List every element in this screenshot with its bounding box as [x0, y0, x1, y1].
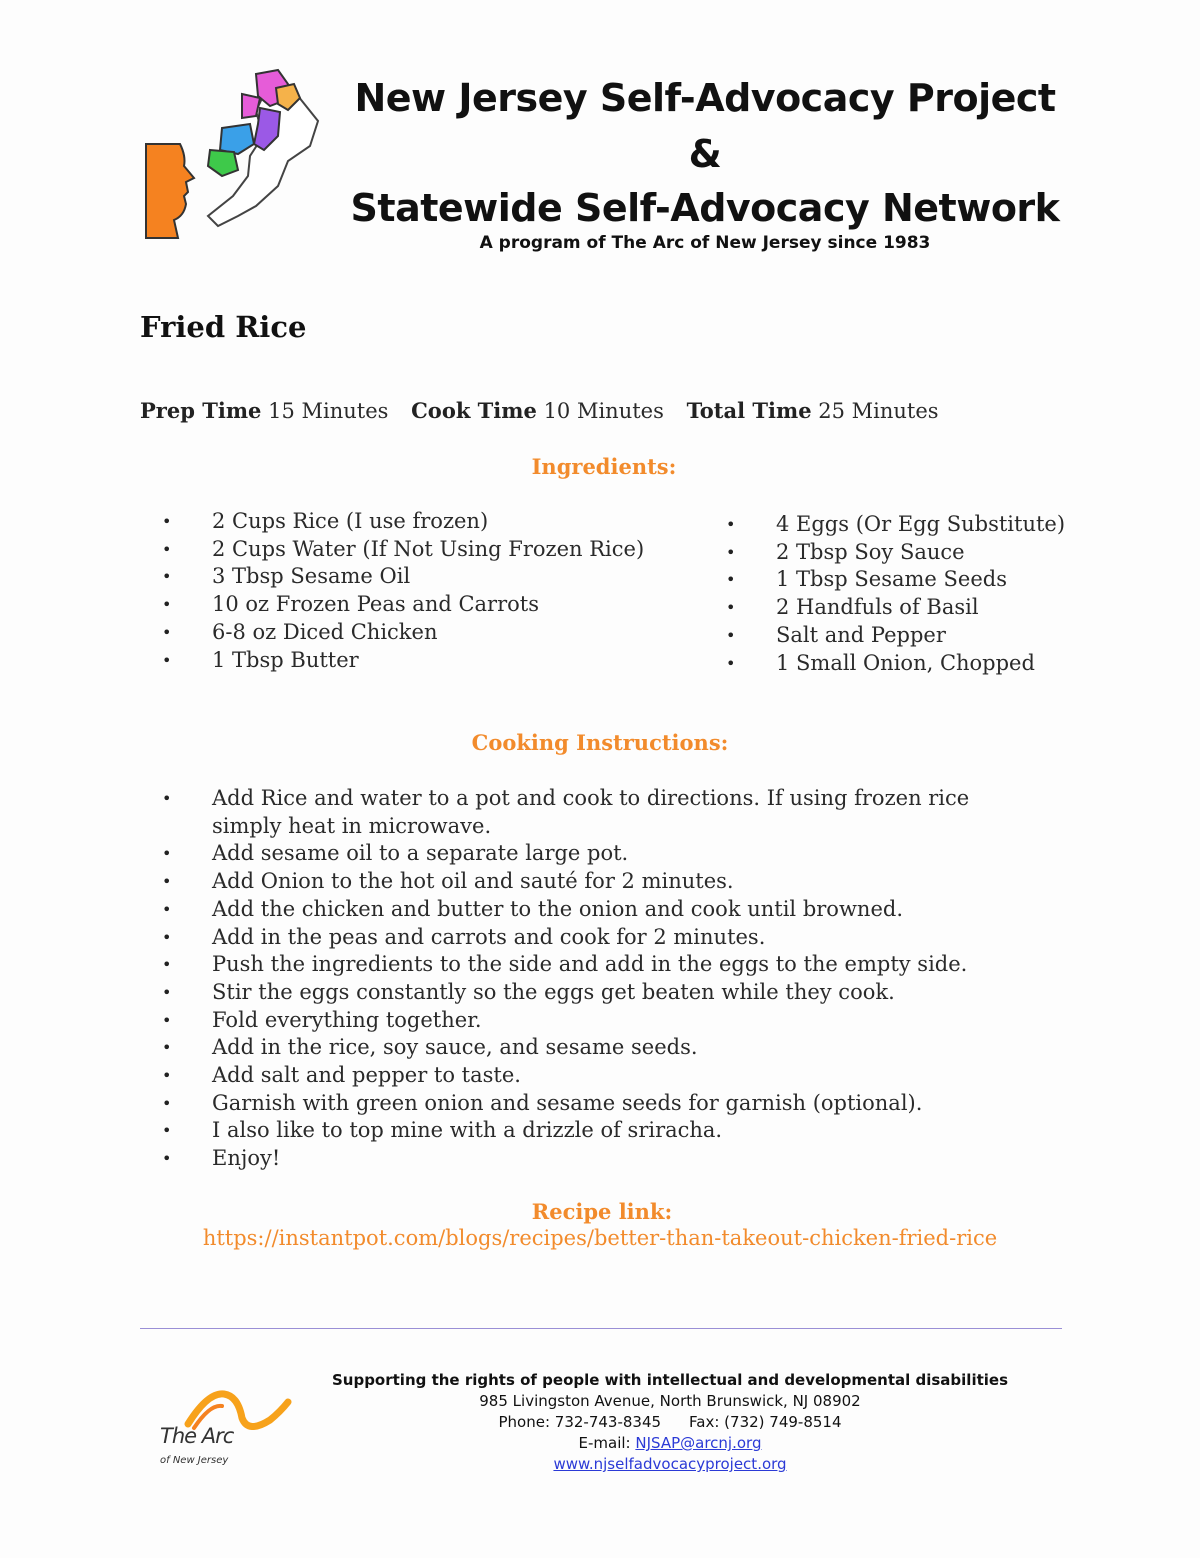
ingredient-item: • 6-8 oz Diced Chicken [162, 619, 682, 647]
instruction-step: • Add in the peas and carrots and cook for 2 minutes. [162, 924, 1042, 952]
prep-time-label: Prep Time [140, 398, 262, 423]
footer-address: 985 Livingston Avenue, North Brunswick, NJ 08902 [479, 1392, 861, 1410]
ingredients-list-left [162, 508, 682, 674]
nj-map-head-logo [138, 66, 328, 246]
footer-website-link[interactable]: www.njselfadvocacyproject.org [553, 1455, 787, 1473]
instruction-step: • Add salt and pepper to taste. [162, 1062, 1042, 1090]
recipe-times [140, 398, 939, 423]
recipe-link-heading: Recipe link: [531, 1199, 673, 1224]
total-time-label: Total Time [686, 398, 812, 423]
instruction-step: • Add sesame oil to a separate large pot. [162, 840, 1042, 868]
org-subtitle: A program of The Arc of New Jersey since 1983 [479, 233, 931, 253]
ingredient-item: • 2 Cups Water (If Not Using Frozen Rice) [162, 536, 682, 564]
instruction-step: • Garnish with green onion and sesame seeds for garnish (optional). [162, 1090, 1042, 1118]
arc-name: The Arc [160, 1424, 234, 1448]
cook-time-label: Cook Time [411, 398, 537, 423]
footer-email-label: E-mail: [578, 1434, 631, 1452]
instructions-heading: Cooking Instructions: [471, 730, 729, 755]
instruction-step: • Add the chicken and butter to the onion and cook until browned. [162, 896, 1042, 924]
footer-email-link[interactable]: NJSAP@arcnj.org [635, 1434, 762, 1452]
footer-email-line [330, 1433, 1010, 1454]
footer-tagline: Supporting the rights of people with intellectual and developmental disabilities [331, 1371, 1009, 1389]
ingredient-item: • 2 Cups Rice (I use frozen) [162, 508, 682, 536]
instruction-step: • Add Onion to the hot oil and sauté for 2 minutes. [162, 868, 1042, 896]
ingredients-heading: Ingredients: [531, 454, 677, 479]
prep-time-value: 15 Minutes [268, 399, 389, 423]
instruction-step: • Add Rice and water to a pot and cook to directions. If using frozen rice simply heat in microwave. [162, 785, 1042, 840]
footer-phone-fax [330, 1412, 1010, 1433]
ingredient-item: • 4 Eggs (Or Egg Substitute) [726, 511, 1126, 539]
instruction-step: • Fold everything together. [162, 1007, 1042, 1035]
ingredient-item: • 10 oz Frozen Peas and Carrots [162, 591, 682, 619]
recipe-title: Fried Rice [140, 310, 307, 344]
instruction-step: • Stir the eggs constantly so the eggs get beaten while they cook. [162, 979, 1042, 1007]
footer-phone: Phone: 732-743-8345 [498, 1413, 662, 1431]
arc-subtitle: of New Jersey [160, 1455, 229, 1466]
org-title-ampersand: & [688, 132, 722, 176]
cook-time-value: 10 Minutes [543, 399, 664, 423]
ingredient-item: • 1 Small Onion, Chopped [726, 650, 1126, 678]
footer-contact [330, 1370, 1010, 1475]
total-time-value: 25 Minutes [818, 399, 939, 423]
ingredient-item: • 3 Tbsp Sesame Oil [162, 563, 682, 591]
org-title-line1: New Jersey Self-Advocacy Project [354, 76, 1056, 120]
footer-fax: Fax: (732) 749-8514 [689, 1413, 842, 1431]
ingredient-item: • 2 Handfuls of Basil [726, 594, 1126, 622]
instruction-step: • I also like to top mine with a drizzle of sriracha. [162, 1117, 1042, 1145]
instruction-step: • Add in the rice, soy sauce, and sesame seeds. [162, 1034, 1042, 1062]
instruction-step: • Push the ingredients to the side and add in the eggs to the empty side. [162, 951, 1042, 979]
ingredient-item: • 1 Tbsp Sesame Seeds [726, 566, 1126, 594]
ingredient-item: • 2 Tbsp Soy Sauce [726, 539, 1126, 567]
recipe-link[interactable]: https://instantpot.com/blogs/recipes/better-than-takeout-chicken-fried-rice [202, 1226, 998, 1250]
ingredient-item: • 1 Tbsp Butter [162, 647, 682, 675]
org-title-line2: Statewide Self-Advocacy Network [350, 186, 1060, 230]
instruction-step: • Enjoy! [162, 1145, 1042, 1173]
ingredients-list-right [726, 511, 1126, 677]
footer-website-line [330, 1454, 1010, 1475]
ingredient-item: • Salt and Pepper [726, 622, 1126, 650]
footer-divider [140, 1328, 1062, 1329]
instructions-list [162, 785, 1042, 1173]
